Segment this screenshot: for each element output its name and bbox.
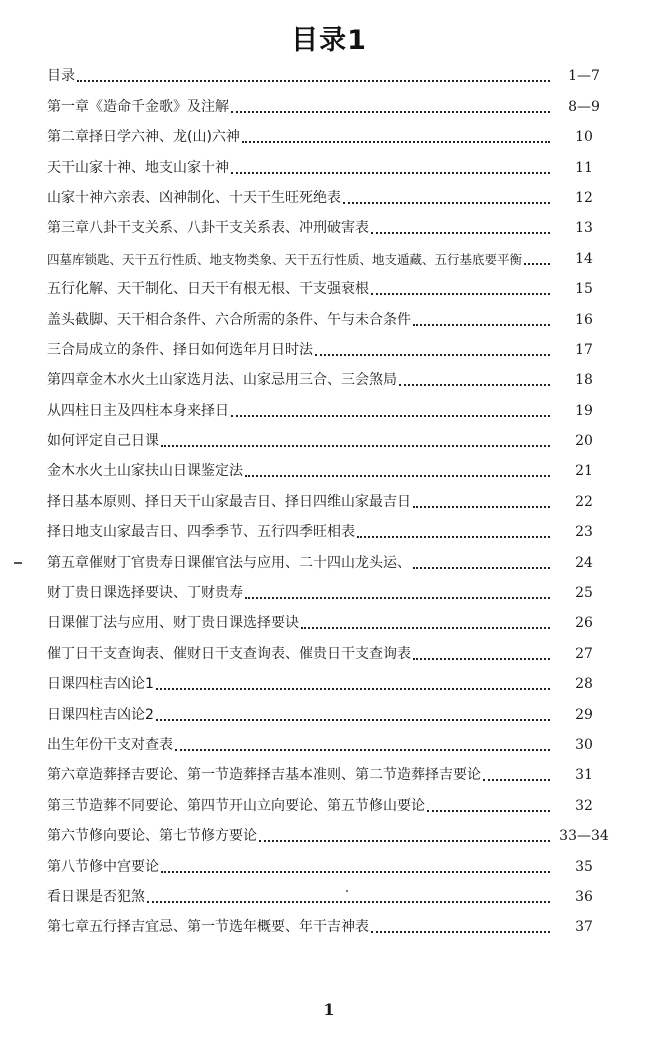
toc-entry-page: 29 xyxy=(575,706,593,723)
toc-entry-page: 33—34 xyxy=(559,828,609,845)
toc-entry-page: 28 xyxy=(575,676,593,693)
toc-entry xyxy=(47,58,612,88)
toc-entry-title: 第三章八卦干支关系、八卦干支关系表、冲刑破害表 xyxy=(47,220,369,237)
dot-leader xyxy=(371,293,550,295)
dot-leader xyxy=(371,232,550,234)
toc-entry-title: 催丁日干支查询表、催财日干支查询表、催贵日干支查询表 xyxy=(47,645,411,662)
toc-entry-title: 金木水火土山家扶山日课鉴定法 xyxy=(47,463,243,480)
toc-entry xyxy=(47,362,612,392)
dot-leader xyxy=(147,901,550,903)
dot-leader xyxy=(413,567,550,569)
toc-entry-title: 日课催丁法与应用、财丁贵日课选择要诀 xyxy=(47,615,299,632)
dot-leader xyxy=(156,719,550,721)
toc-entry xyxy=(47,879,612,909)
footer-page-number: 1 xyxy=(323,1000,335,1019)
toc-entry-title: 三合局成立的条件、择日如何选年月日时法 xyxy=(47,341,313,358)
toc-entry xyxy=(47,332,612,362)
dot-leader xyxy=(77,80,550,82)
toc-entry xyxy=(47,180,612,210)
toc-entry xyxy=(47,605,612,635)
toc-entry-title: 盖头截脚、天干相合条件、六合所需的条件、午与未合条件 xyxy=(47,311,411,328)
toc-entry-page: 15 xyxy=(575,281,593,298)
toc-entry-page: 18 xyxy=(575,372,593,389)
margin-mark xyxy=(14,562,22,564)
dot-leader xyxy=(245,475,550,477)
dot-leader xyxy=(175,749,550,751)
dot-leader xyxy=(524,263,550,265)
dot-leader xyxy=(301,627,550,629)
toc-entry-title: 第二章择日学六神、龙(山)六神 xyxy=(47,129,240,146)
toc-entry-title: 四墓库锁匙、天干五行性质、地支物类象、天干五行性质、地支遁藏、五行基底要平衡 xyxy=(47,251,523,267)
toc-entry-page: 24 xyxy=(575,554,593,571)
toc-entry xyxy=(47,453,612,483)
toc-entry-page: 27 xyxy=(575,645,593,662)
toc-entry-page: 19 xyxy=(575,402,593,419)
toc-entry-page: 31 xyxy=(575,767,593,784)
dot-leader xyxy=(231,111,550,113)
toc-entry-page: 21 xyxy=(575,463,593,480)
toc-entry-title: 第七章五行择吉宜忌、第一节选年概要、年干吉神表 xyxy=(47,919,369,936)
dot-leader xyxy=(413,658,550,660)
toc-entry-title: 第六节修向要论、第七节修方要论 xyxy=(47,828,257,845)
toc-entry-title: 财丁贵日课选择要诀、丁财贵寿 xyxy=(47,585,243,602)
toc-entry xyxy=(47,818,612,848)
toc-entry xyxy=(47,149,612,179)
dot-leader xyxy=(161,871,550,873)
toc-entry-page: 13 xyxy=(575,220,593,237)
toc-entry xyxy=(47,909,612,939)
dot-leader xyxy=(156,688,550,690)
toc-entry-title: 择日基本原则、择日天干山家最吉日、择日四维山家最吉日 xyxy=(47,493,411,510)
toc-entry xyxy=(47,483,612,513)
dot-leader xyxy=(357,536,550,538)
toc-entry-page: 10 xyxy=(575,129,593,146)
toc-entry xyxy=(47,301,612,331)
page-title: 目录1 xyxy=(291,25,367,56)
dot-leader xyxy=(413,506,550,508)
dot-leader xyxy=(259,840,550,842)
toc-entry-page: 32 xyxy=(575,797,593,814)
toc-entry xyxy=(47,635,612,665)
toc-entry-title: 日课四柱吉凶论1 xyxy=(47,676,154,693)
dot-leader xyxy=(245,597,550,599)
dot-leader xyxy=(161,445,550,447)
dot-leader xyxy=(427,810,550,812)
toc-entry xyxy=(47,119,612,149)
dot-leader xyxy=(343,202,550,204)
toc-entry xyxy=(47,271,612,301)
toc-entry xyxy=(47,544,612,574)
toc-entry xyxy=(47,392,612,422)
toc-entry-title: 第一章《造命千金歌》及注解 xyxy=(47,98,229,115)
dot-leader xyxy=(231,415,550,417)
toc-entry-title: 山家十神六亲表、凶神制化、十天干生旺死绝表 xyxy=(47,189,341,206)
dot-leader xyxy=(413,324,550,326)
toc-entry-page: 25 xyxy=(575,585,593,602)
toc-entry xyxy=(47,727,612,757)
toc-entry-page: 22 xyxy=(575,493,593,510)
toc-entry xyxy=(47,423,612,453)
toc-entry-title: 第八节修中宫要论 xyxy=(47,858,159,875)
toc-entry-title: 目录 xyxy=(47,68,75,85)
toc-entry-page: 12 xyxy=(575,189,593,206)
toc-entry-title: 如何评定自己日课 xyxy=(47,433,159,450)
toc-entry-page: 20 xyxy=(575,433,593,450)
toc-entry-title: 第三节造葬不同要论、第四节开山立向要论、第五节修山要论 xyxy=(47,797,425,814)
toc-entry-page: 11 xyxy=(575,159,593,176)
toc-entry-title: 天干山家十神、地支山家十神 xyxy=(47,159,229,176)
toc-entry xyxy=(47,210,612,240)
toc-entry-page: 36 xyxy=(575,888,593,905)
toc-entry xyxy=(47,514,612,544)
toc-entry-page: 1—7 xyxy=(568,68,600,85)
toc-entry xyxy=(47,696,612,726)
toc-entry xyxy=(47,575,612,605)
toc-entry xyxy=(47,848,612,878)
toc-entry-title: 出生年份干支对查表 xyxy=(47,736,173,753)
toc-entry-title: 第四章金木水火土山家选月法、山家忌用三合、三会煞局 xyxy=(47,372,397,389)
dot-leader xyxy=(242,141,550,143)
dot-leader xyxy=(483,779,550,781)
toc-entry-page: 17 xyxy=(575,341,593,358)
toc-entry-title: 第六章造葬择吉要论、第一节造葬择吉基本准则、第二节造葬择吉要论 xyxy=(47,767,481,784)
toc-entry xyxy=(47,787,612,817)
toc-entry-page: 16 xyxy=(575,311,593,328)
toc-entry-page: 14 xyxy=(575,250,593,267)
table-of-contents xyxy=(47,58,612,939)
toc-entry-title: 日课四柱吉凶论2 xyxy=(47,706,154,723)
toc-entry-title: 择日地支山家最吉日、四季季节、五行四季旺相表 xyxy=(47,524,355,541)
dot-leader xyxy=(399,384,550,386)
dot-leader xyxy=(315,354,550,356)
toc-entry-page: 35 xyxy=(575,858,593,875)
toc-entry-title: 五行化解、天干制化、日天干有根无根、干支强衰根 xyxy=(47,281,369,298)
toc-entry-title: 从四柱日主及四柱本身来择日 xyxy=(47,402,229,419)
toc-entry-page: 26 xyxy=(575,615,593,632)
toc-entry xyxy=(47,240,612,270)
toc-entry-title: 第五章催财丁官贵寿日课催官法与应用、二十四山龙头运、 xyxy=(47,554,411,571)
toc-entry-page: 8—9 xyxy=(568,98,600,115)
toc-entry-page: 37 xyxy=(575,919,593,936)
toc-entry xyxy=(47,666,612,696)
toc-entry xyxy=(47,757,612,787)
toc-entry-page: 30 xyxy=(575,736,593,753)
toc-entry xyxy=(47,88,612,118)
dot-leader xyxy=(371,931,550,933)
toc-entry-title: 看日课是否犯煞 xyxy=(47,888,145,905)
toc-entry-page: 23 xyxy=(575,524,593,541)
dot-leader xyxy=(231,172,550,174)
